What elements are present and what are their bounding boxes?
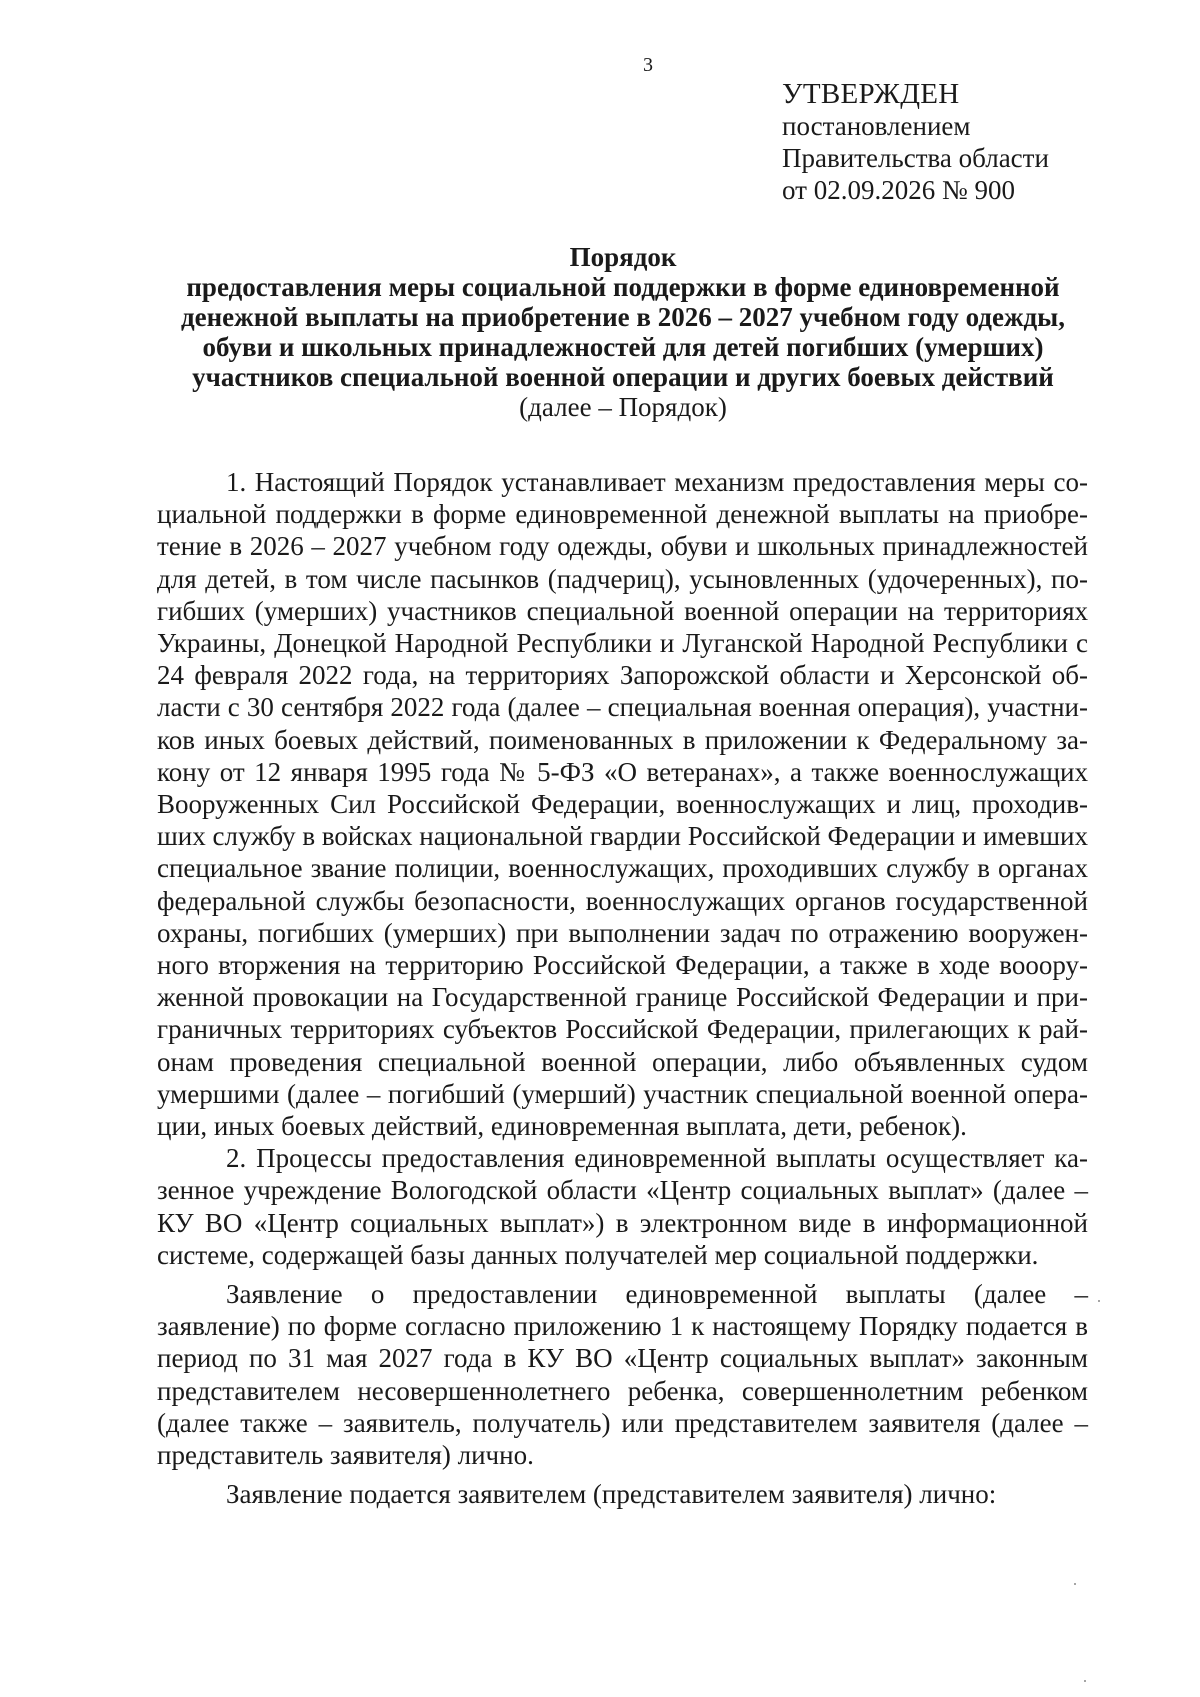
title-heading: Порядок (569, 242, 677, 272)
title-line: денежной выплаты на приобретение в 2026 – 2027 учебном году одежды, (180, 302, 1066, 332)
paragraph-4: Заявление подается заявителем (представителем заявителя) лично: (226, 1479, 997, 1510)
paragraph-1: 1. Настоящий Порядок устанавливает механизм предоставления меры социальной поддержки в форме единовременной денежной выплаты на приобретение в 2026 – 2027 учебном году одежды, обуви и школьных принадлежностей для детей, в том числе пасынков (падчериц), усыновленных (удочеренных), погибших (умерших) участников специальной военной операции на территориях Украины, Донецкой Народной Республики и Луганской Народной Республики с 24 февраля 2022 года, на территориях Запорожской области и Херсонской области с 30 сентября 2022 года (далее – специальная военная операция), участников иных боевых действий, поименованных в приложении к Федеральному закону от 12 января 1995 года № 5-ФЗ «О ветеранах», а также военнослужащих Вооруженных Сил Российской Федерации, военнослужащих и лиц, проходивших службу в войсках национальной гвардии Российской Федерации и имевших специальное звание полиции, военнослужащих, проходивших службу в органах федеральной службы безопасности, военнослужащих органов государственной охраны, погибших (умерших) при выполнении задач по отражению вооруженного вторжения на территорию Российской Федерации, а также в ходе воооруженной провокации на Государственной границе Российской Федерации и приграничных территориях субъектов Российской Федерации, прилегающих к районам проведения специальной военной операции, либо объявленных судом умершими (далее – погибший (умерший) участник специальной военной операции, иных боевых действий, единовременная выплата, дети, ребенок). (157, 467, 1088, 1142)
title-line: предоставления меры социальной поддержки в форме единовременной (186, 272, 1060, 302)
page-number: 3 (643, 54, 653, 76)
approval-line: постановлением (782, 111, 971, 141)
approval-date-number: от 02.09.2026 № 900 (782, 175, 1015, 205)
title-note: (далее – Порядок) (519, 392, 727, 422)
title-line: участников специальной военной операции и других боевых действий (192, 362, 1054, 392)
approval-stamp (782, 78, 1049, 206)
document-body (157, 466, 1088, 1511)
document-title (150, 242, 1096, 422)
paragraph-2: 2. Процессы предоставления единовременной выплаты осуществляет казенное учреждение Вологодской области «Центр социальных выплат» (далее – КУ ВО «Центр социальных выплат») в электронном виде в информационной системе, содержащей базы данных получателей мер социальной поддержки. (157, 1143, 1088, 1270)
scan-speck (1074, 1583, 1076, 1585)
approval-title: УТВЕРЖДЕН (782, 78, 960, 110)
title-line: обуви и школьных принадлежностей для детей погибших (умерших) (202, 332, 1044, 362)
scan-speck (1084, 1680, 1086, 1682)
approval-line: Правительства области (782, 143, 1049, 173)
scan-speck (1098, 1300, 1100, 1302)
paragraph-3: Заявление о предоставлении единовременной выплаты (далее – заявление) по форме согласно приложению 1 к настоящему Порядку подается в период по 31 мая 2027 года в КУ ВО «Центр социальных выплат» законным представителем несовершеннолетнего ребенка, совершеннолетним ребенком (далее также – заявитель, получатель) или представителем заявителя (далее – представитель заявителя) лично. (157, 1279, 1088, 1471)
